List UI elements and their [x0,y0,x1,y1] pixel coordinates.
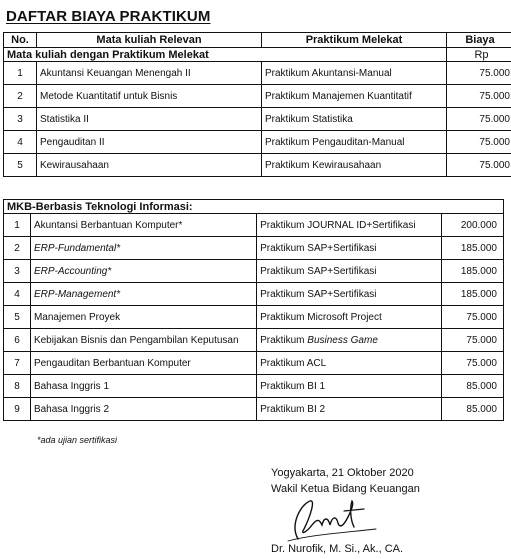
table-row [4,108,511,131]
course-name: Pengauditan II [37,131,262,154]
row-number: 5 [4,154,37,177]
row-number: 4 [4,283,31,306]
practicum-name: Praktikum Microsoft Project [257,306,442,329]
section-title: MKB-Berbasis Teknologi Informasi: [4,200,504,214]
cost-value: 85.000 [441,375,503,398]
section-title-row [4,200,504,214]
cost-value: 75.000 [447,108,511,131]
row-number: 9 [4,398,31,421]
practicum-name: Praktikum Statistika [262,108,447,131]
course-name: Akuntansi Berbantuan Komputer* [30,214,256,237]
cost-value: 75.000 [447,131,511,154]
cost-value: 200.000 [441,214,503,237]
row-number: 4 [4,131,37,154]
cost-value: 75.000 [447,62,511,85]
course-name: Pengauditan Berbantuan Komputer [30,352,256,375]
footnote: *ada ujian sertifikasi [37,435,118,445]
practicum-name [257,329,442,352]
course-name: ERP-Accounting* [30,260,256,283]
signer-position: Wakil Ketua Bidang Keuangan [271,483,420,495]
course-name: Kewirausahaan [37,154,262,177]
row-number: 7 [4,352,31,375]
course-name: Metode Kuantitatif untuk Bisnis [37,85,262,108]
row-number: 3 [4,260,31,283]
row-number: 5 [4,306,31,329]
course-name: ERP-Management* [30,283,256,306]
course-name: Statistika II [37,108,262,131]
practicum-name: Praktikum SAP+Sertifikasi [257,237,442,260]
header-cost: Biaya [447,33,511,48]
course-name: Akuntansi Keuangan Menengah II [37,62,262,85]
page-title: DAFTAR BIAYA PRAKTIKUM [6,8,211,25]
header-practicum: Praktikum Melekat [262,33,447,48]
table-row [4,260,504,283]
practicum-name: Praktikum SAP+Sertifikasi [257,260,442,283]
table-row [4,306,504,329]
table-row [4,237,504,260]
section-title: Mata kuliah dengan Praktikum Melekat [4,48,447,62]
practicum-table-attached [3,32,511,177]
place-date: Yogyakarta, 21 Oktober 2020 [271,467,414,479]
table-row [4,131,511,154]
row-number: 2 [4,237,31,260]
cost-value: 75.000 [441,306,503,329]
cost-value: 185.000 [441,237,503,260]
cost-value: 75.000 [447,85,511,108]
section-title-row [4,48,511,62]
table-row [4,329,504,352]
table-header-row [4,33,511,48]
table-row [4,85,511,108]
table-row [4,398,504,421]
table-row [4,62,511,85]
header-course: Mata kuliah Relevan [37,33,262,48]
course-name: Bahasa Inggris 1 [30,375,256,398]
cost-value: 75.000 [447,154,511,177]
practicum-emphasis: Business Game [307,334,378,346]
practicum-name: Praktikum BI 2 [257,398,442,421]
table-row [4,375,504,398]
table-row [4,154,511,177]
cost-value: 185.000 [441,283,503,306]
cost-value: 85.000 [441,398,503,421]
row-number: 8 [4,375,31,398]
practicum-name: Praktikum Kewirausahaan [262,154,447,177]
signer-name: Dr. Nurofik, M. Si., Ak., CA. [271,543,404,555]
practicum-name: Praktikum ACL [257,352,442,375]
practicum-prefix: Praktikum [260,334,305,346]
currency-label: Rp [447,48,511,62]
table-row [4,214,504,237]
practicum-name: Praktikum JOURNAL ID+Sertifikasi [257,214,442,237]
row-number: 3 [4,108,37,131]
row-number: 2 [4,85,37,108]
row-number: 1 [4,62,37,85]
practicum-name: Praktikum SAP+Sertifikasi [257,283,442,306]
cost-value: 75.000 [441,352,503,375]
table-row [4,352,504,375]
practicum-name: Praktikum Pengauditan-Manual [262,131,447,154]
practicum-name: Praktikum Akuntansi-Manual [262,62,447,85]
course-name: Manajemen Proyek [30,306,256,329]
header-no: No. [4,33,37,48]
row-number: 6 [4,329,31,352]
row-number: 1 [4,214,31,237]
course-name: Bahasa Inggris 2 [30,398,256,421]
practicum-name: Praktikum BI 1 [257,375,442,398]
practicum-table-it [3,199,504,421]
course-name: ERP-Fundamental* [30,237,256,260]
course-name: Kebijakan Bisnis dan Pengambilan Keputusan [30,329,256,352]
table-row [4,283,504,306]
cost-value: 185.000 [441,260,503,283]
handwritten-signature [280,495,390,543]
practicum-name: Praktikum Manajemen Kuantitatif [262,85,447,108]
cost-value: 75.000 [441,329,503,352]
